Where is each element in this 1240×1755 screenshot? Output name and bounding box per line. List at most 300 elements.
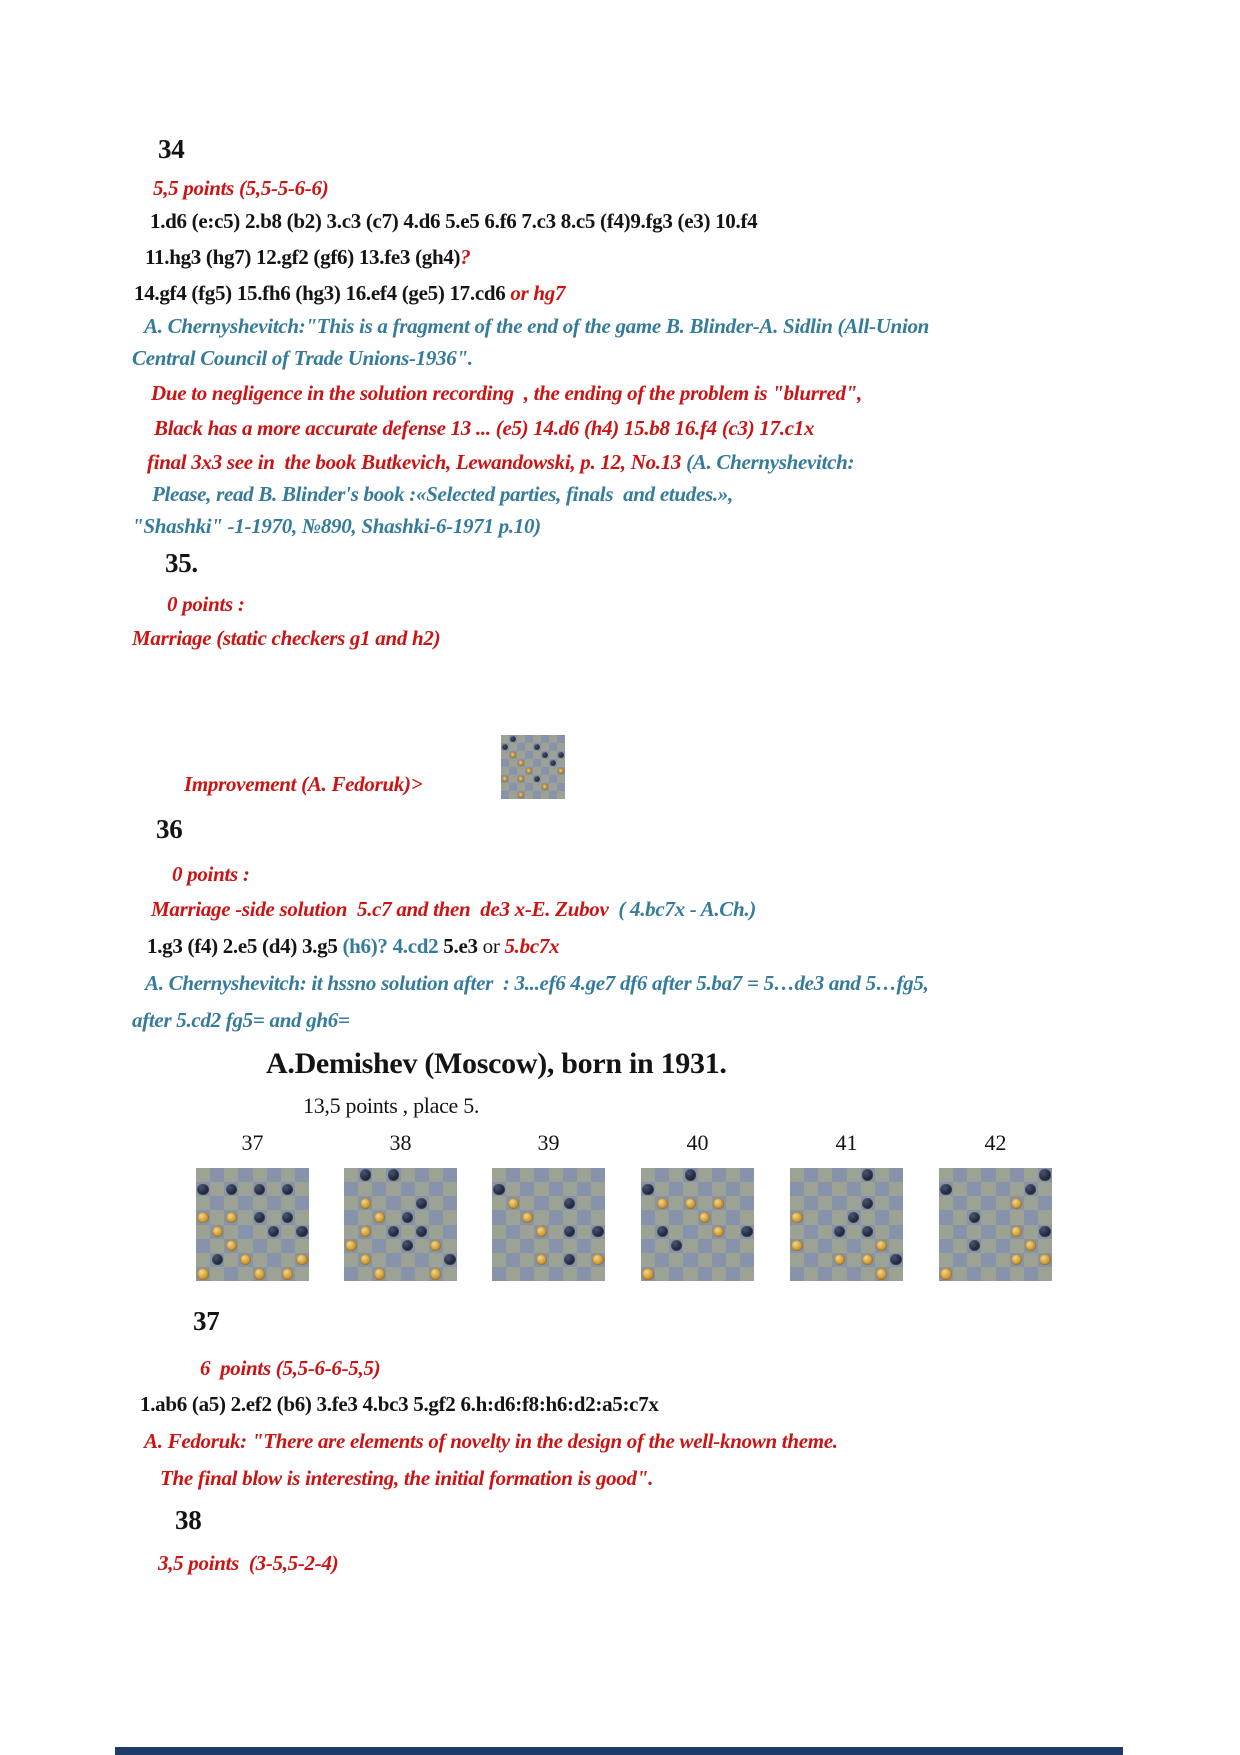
board-square — [281, 1168, 295, 1182]
comment-fedoruk-2 — [160, 1466, 653, 1491]
text-run: 6 points (5,5-6-6-5,5) — [200, 1356, 381, 1380]
board-square — [939, 1196, 953, 1210]
board-square — [520, 1182, 534, 1196]
board-square — [577, 1196, 591, 1210]
board-square — [525, 743, 533, 751]
board-square — [386, 1267, 400, 1281]
board-square — [981, 1210, 995, 1224]
board-square — [726, 1196, 740, 1210]
board-square — [726, 1267, 740, 1281]
board-square — [861, 1182, 875, 1196]
board-square — [295, 1210, 309, 1224]
text-run: final 3x3 see in the book Butkevich, Lewandowski, p. 12, No.13 — [147, 450, 687, 474]
board-square — [525, 735, 533, 743]
board-square — [577, 1239, 591, 1253]
board-square — [506, 1210, 520, 1224]
text-run: Marriage (static checkers g1 and h2) — [132, 626, 441, 650]
board-square — [953, 1253, 967, 1267]
text-run: Central Council of Trade Unions-1936". — [132, 346, 473, 370]
board-square — [501, 751, 509, 759]
board-square — [740, 1168, 754, 1182]
board-square — [401, 1182, 415, 1196]
board-square — [386, 1196, 400, 1210]
board-square — [577, 1182, 591, 1196]
board-square — [281, 1225, 295, 1239]
board-square — [875, 1210, 889, 1224]
board-square — [557, 791, 565, 799]
problem-36-marriage — [151, 897, 756, 922]
board-square — [563, 1267, 577, 1281]
problem-35-marriage — [132, 626, 440, 651]
board-square — [996, 1267, 1010, 1281]
text-run: after 5.cd2 fg5= and gh6= — [132, 1008, 350, 1032]
board-square — [861, 1267, 875, 1281]
board-square — [429, 1182, 443, 1196]
board-square — [683, 1253, 697, 1267]
board-square — [1024, 1168, 1038, 1182]
board-square — [953, 1239, 967, 1253]
board-square — [832, 1267, 846, 1281]
board-square — [669, 1182, 683, 1196]
board-square — [591, 1267, 605, 1281]
board-square — [429, 1210, 443, 1224]
board-square — [712, 1253, 726, 1267]
board-square — [196, 1168, 210, 1182]
text-run: Black has a more accurate defense 13 ... (e5) 14.d6 (h4) 15.b8 16.f4 (c3) 17.c1x — [154, 416, 815, 440]
board-square — [981, 1267, 995, 1281]
board-square — [818, 1253, 832, 1267]
diagram-number-41: 41 — [835, 1130, 858, 1155]
board-square — [386, 1239, 400, 1253]
board-square — [740, 1239, 754, 1253]
board-square — [1010, 1239, 1024, 1253]
board-square — [655, 1182, 669, 1196]
board-square — [281, 1196, 295, 1210]
problem-35-points — [167, 592, 245, 617]
board-square — [832, 1210, 846, 1224]
black-piece — [1039, 1226, 1050, 1237]
board-square — [712, 1210, 726, 1224]
white-piece — [522, 1212, 533, 1223]
text-run: 37 — [193, 1306, 220, 1336]
board-square — [534, 1267, 548, 1281]
board-square — [967, 1182, 981, 1196]
board-square — [889, 1239, 903, 1253]
board-square — [683, 1210, 697, 1224]
board-square — [953, 1210, 967, 1224]
board-square — [506, 1239, 520, 1253]
board-square — [641, 1210, 655, 1224]
problem-36-heading — [156, 813, 182, 845]
black-piece — [388, 1169, 399, 1180]
board-square — [875, 1196, 889, 1210]
board-square — [501, 767, 509, 775]
board-square — [818, 1239, 832, 1253]
board-square — [698, 1253, 712, 1267]
board-square — [563, 1182, 577, 1196]
black-piece — [592, 1226, 603, 1237]
board-square — [981, 1225, 995, 1239]
board-square — [533, 767, 541, 775]
board-square — [1024, 1267, 1038, 1281]
board-square — [238, 1168, 252, 1182]
board-square — [549, 1182, 563, 1196]
board-square — [889, 1196, 903, 1210]
board-square — [224, 1225, 238, 1239]
board-square — [996, 1225, 1010, 1239]
board-square — [1038, 1182, 1052, 1196]
board-square — [549, 783, 557, 791]
board-square — [506, 1182, 520, 1196]
board-square — [683, 1225, 697, 1239]
board-square — [520, 1225, 534, 1239]
comment-chernyshevitch-1 — [144, 314, 929, 339]
white-piece — [657, 1198, 668, 1209]
problem-37-moves — [140, 1392, 659, 1417]
board-square — [267, 1253, 281, 1267]
board-square — [443, 1168, 457, 1182]
problem-34-moves-3 — [134, 281, 565, 306]
board-square — [415, 1168, 429, 1182]
checkers-board-37 — [196, 1168, 309, 1281]
board-square — [1010, 1168, 1024, 1182]
board-square — [401, 1253, 415, 1267]
board-square — [698, 1182, 712, 1196]
board-square — [832, 1239, 846, 1253]
problem-38-points — [158, 1551, 338, 1576]
board-square — [549, 1253, 563, 1267]
board-square — [492, 1225, 506, 1239]
checkers-board-41 — [790, 1168, 903, 1281]
board-square — [549, 751, 557, 759]
bottom-bar — [115, 1747, 1123, 1755]
board-square — [1038, 1210, 1052, 1224]
comment-36-1 — [145, 971, 929, 996]
problem-34-moves-2 — [145, 245, 470, 270]
problem-37-points — [200, 1356, 380, 1381]
board-square — [641, 1196, 655, 1210]
board-square — [517, 767, 525, 775]
diagram-number-39: 39 — [537, 1130, 560, 1155]
board-square — [847, 1182, 861, 1196]
note-final-3x3 — [147, 450, 854, 475]
text-run: 36 — [156, 814, 183, 844]
text-run: ? — [460, 245, 471, 269]
board-square — [967, 1225, 981, 1239]
board-square — [517, 751, 525, 759]
board-square — [669, 1267, 683, 1281]
board-square — [1024, 1253, 1038, 1267]
board-square — [501, 783, 509, 791]
black-piece — [226, 1184, 237, 1195]
board-square — [534, 1210, 548, 1224]
checkers-board-40 — [641, 1168, 754, 1281]
white-piece — [374, 1268, 385, 1279]
board-square — [549, 1267, 563, 1281]
diagram-number-40: 40 — [686, 1130, 709, 1155]
board-square — [939, 1168, 953, 1182]
board-square — [1024, 1210, 1038, 1224]
board-square — [875, 1182, 889, 1196]
board-square — [641, 1253, 655, 1267]
checkers-board-42 — [939, 1168, 1052, 1281]
note-negligence — [151, 381, 862, 406]
board-square — [210, 1168, 224, 1182]
white-piece — [642, 1268, 653, 1279]
text-run: 4.cd2 — [392, 934, 444, 958]
board-square — [210, 1210, 224, 1224]
author-heading — [266, 1046, 727, 1082]
board-square — [981, 1253, 995, 1267]
board-square — [1010, 1267, 1024, 1281]
board-square — [429, 1225, 443, 1239]
board-square — [875, 1253, 889, 1267]
board-square — [740, 1196, 754, 1210]
board-square — [501, 735, 509, 743]
board-square — [267, 1182, 281, 1196]
board-square — [740, 1182, 754, 1196]
problem-37-heading — [193, 1305, 219, 1337]
board-square — [726, 1225, 740, 1239]
board-square — [210, 1182, 224, 1196]
board-square — [818, 1210, 832, 1224]
white-piece — [791, 1212, 802, 1223]
board-square — [557, 783, 565, 791]
board-square — [509, 743, 517, 751]
text-run: Please, read B. Blinder's book :«Selected parties, finals and etudes.», — [152, 482, 733, 506]
board-square — [712, 1182, 726, 1196]
board-square — [429, 1168, 443, 1182]
board-square — [967, 1196, 981, 1210]
board-square — [712, 1168, 726, 1182]
board-square — [520, 1253, 534, 1267]
board-square — [847, 1168, 861, 1182]
board-square — [889, 1225, 903, 1239]
board-square — [415, 1210, 429, 1224]
board-square — [238, 1210, 252, 1224]
board-square — [726, 1182, 740, 1196]
board-square — [238, 1267, 252, 1281]
board-square — [563, 1210, 577, 1224]
board-square — [534, 1239, 548, 1253]
white-piece — [685, 1198, 696, 1209]
board-square — [224, 1168, 238, 1182]
board-square — [832, 1168, 846, 1182]
board-square — [238, 1196, 252, 1210]
black-piece — [969, 1212, 980, 1223]
board-square — [210, 1239, 224, 1253]
text-run: 1.ab6 (a5) 2.ef2 (b6) 3.fe3 4.bc3 5.gf2 6.h:d6:f8:h6:d2:a5:c7x — [140, 1392, 659, 1416]
board-square — [358, 1267, 372, 1281]
text-run: 0 points : — [172, 862, 250, 886]
board-square — [210, 1267, 224, 1281]
board-square — [509, 783, 517, 791]
black-piece — [657, 1226, 668, 1237]
board-square — [790, 1182, 804, 1196]
board-square — [534, 1196, 548, 1210]
board-square — [386, 1210, 400, 1224]
board-square — [415, 1182, 429, 1196]
board-square — [196, 1253, 210, 1267]
board-square — [501, 791, 509, 799]
board-square — [698, 1267, 712, 1281]
board-square — [238, 1225, 252, 1239]
board-square — [253, 1168, 267, 1182]
board-square — [415, 1267, 429, 1281]
board-square — [996, 1168, 1010, 1182]
text-run: 1.d6 (e:c5) 2.b8 (b2) 3.c3 (c7) 4.d6 5.e5 6.f6 7.c3 8.c5 (f4)9.fg3 (e3) 10.f4 — [150, 209, 758, 233]
board-square — [534, 1168, 548, 1182]
board-square — [224, 1196, 238, 1210]
board-square — [1024, 1225, 1038, 1239]
white-piece — [345, 1240, 356, 1251]
checkers-board-39 — [492, 1168, 605, 1281]
board-square — [267, 1267, 281, 1281]
problem-34-points — [153, 176, 328, 201]
board-square — [520, 1168, 534, 1182]
board-square — [669, 1225, 683, 1239]
board-square — [443, 1225, 457, 1239]
board-square — [525, 759, 533, 767]
board-square — [533, 791, 541, 799]
board-square — [520, 1239, 534, 1253]
board-square — [533, 735, 541, 743]
board-square — [549, 1239, 563, 1253]
black-piece — [197, 1184, 208, 1195]
board-square — [506, 1168, 520, 1182]
text-run: 35. — [165, 548, 198, 578]
board-square — [591, 1239, 605, 1253]
board-square — [238, 1182, 252, 1196]
board-square — [517, 743, 525, 751]
board-square — [953, 1267, 967, 1281]
board-square — [939, 1225, 953, 1239]
comment-fedoruk-1 — [144, 1429, 838, 1454]
board-square — [541, 759, 549, 767]
board-square — [295, 1239, 309, 1253]
board-square — [267, 1196, 281, 1210]
white-piece — [254, 1268, 265, 1279]
board-square — [577, 1168, 591, 1182]
board-square — [344, 1168, 358, 1182]
board-square — [655, 1168, 669, 1182]
white-piece — [374, 1212, 385, 1223]
board-square — [549, 767, 557, 775]
board-square — [577, 1267, 591, 1281]
text-run: 5,5 points (5,5-5-6-6) — [153, 176, 329, 200]
board-square — [669, 1210, 683, 1224]
white-piece — [791, 1240, 802, 1251]
board-square — [415, 1253, 429, 1267]
board-square — [443, 1182, 457, 1196]
board-square — [996, 1239, 1010, 1253]
board-square — [889, 1267, 903, 1281]
board-square — [541, 735, 549, 743]
board-square — [577, 1253, 591, 1267]
board-square — [401, 1196, 415, 1210]
diagram-number-37: 37 — [241, 1130, 264, 1155]
comment-36-2 — [132, 1008, 350, 1033]
board-square — [1024, 1196, 1038, 1210]
board-square — [726, 1239, 740, 1253]
board-square — [224, 1267, 238, 1281]
board-square — [641, 1168, 655, 1182]
note-defense — [154, 416, 814, 441]
board-square — [655, 1210, 669, 1224]
board-square — [641, 1239, 655, 1253]
board-square — [372, 1253, 386, 1267]
board-square — [981, 1168, 995, 1182]
board-square — [577, 1210, 591, 1224]
board-square — [981, 1239, 995, 1253]
white-piece — [430, 1268, 441, 1279]
board-square — [557, 743, 565, 751]
board-square — [669, 1196, 683, 1210]
board-square — [443, 1239, 457, 1253]
board-square — [549, 1196, 563, 1210]
text-run: Marriage -side solution 5.c7 and then de3 x-E. Zubov — [151, 897, 619, 921]
board-square — [549, 1225, 563, 1239]
board-square — [698, 1168, 712, 1182]
board-square — [804, 1239, 818, 1253]
board-square — [818, 1182, 832, 1196]
problem-38-heading — [175, 1504, 201, 1536]
board-square — [492, 1267, 506, 1281]
board-square — [372, 1182, 386, 1196]
board-square — [344, 1182, 358, 1196]
board-square — [253, 1239, 267, 1253]
board-square — [196, 1225, 210, 1239]
board-square — [506, 1253, 520, 1267]
board-square — [1010, 1182, 1024, 1196]
board-square — [591, 1196, 605, 1210]
board-square — [344, 1267, 358, 1281]
black-piece — [685, 1169, 696, 1180]
board-square — [1038, 1196, 1052, 1210]
board-square — [847, 1225, 861, 1239]
board-square — [804, 1168, 818, 1182]
board-square — [698, 1239, 712, 1253]
board-square — [295, 1196, 309, 1210]
board-square — [520, 1267, 534, 1281]
board-square — [517, 783, 525, 791]
text-run: ( 4.bc7x - A.Ch.) — [618, 897, 757, 921]
board-square — [372, 1225, 386, 1239]
text-run: A.Demishev (Moscow), born in 1931. — [266, 1047, 727, 1080]
text-run: A. Fedoruk: "There are elements of novelty in the design of the well-known theme. — [144, 1429, 838, 1453]
board-square — [591, 1182, 605, 1196]
board-square — [224, 1253, 238, 1267]
board-square — [401, 1267, 415, 1281]
board-square — [533, 783, 541, 791]
board-square — [443, 1210, 457, 1224]
white-piece — [282, 1268, 293, 1279]
board-square — [790, 1253, 804, 1267]
board-square — [541, 743, 549, 751]
board-square — [740, 1210, 754, 1224]
text-run: 3,5 points (3-5,5-2-4) — [158, 1551, 339, 1575]
text-run: 0 points : — [167, 592, 245, 616]
problem-36-points — [172, 862, 250, 887]
board-square — [832, 1182, 846, 1196]
board-square — [655, 1267, 669, 1281]
board-square — [577, 1225, 591, 1239]
board-square — [492, 1253, 506, 1267]
board-square — [506, 1225, 520, 1239]
board-square — [344, 1210, 358, 1224]
black-piece — [940, 1184, 951, 1195]
board-square — [549, 1210, 563, 1224]
